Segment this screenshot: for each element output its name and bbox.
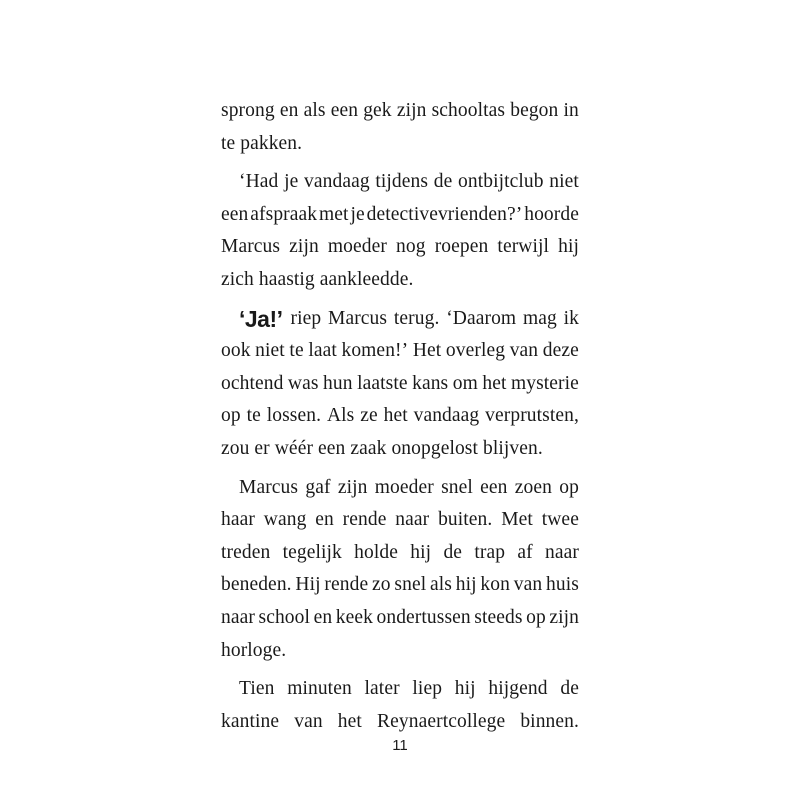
word: mysterie <box>510 372 579 394</box>
text-line <box>221 400 579 433</box>
word: en <box>279 100 299 121</box>
text-line <box>221 706 579 739</box>
word: als <box>303 100 326 121</box>
text-line <box>221 231 579 264</box>
text-line <box>221 472 579 505</box>
word: de <box>560 678 579 700</box>
word: om <box>452 372 478 394</box>
word: nog <box>396 236 426 258</box>
word: laatste <box>357 372 408 394</box>
paragraph <box>221 303 579 466</box>
word: roepen <box>434 236 489 258</box>
word: het <box>337 710 362 732</box>
text-line <box>221 303 579 336</box>
word: hoorde <box>524 203 579 225</box>
word: Het <box>412 340 442 362</box>
word: zo <box>372 574 391 596</box>
word: laat <box>308 340 337 362</box>
text-line <box>221 569 579 602</box>
text-line: zou er wéér een zaak onopgelost blijven. <box>221 437 543 459</box>
word: keek <box>335 606 373 628</box>
word: zijn <box>549 606 579 628</box>
word: terug. <box>393 307 440 329</box>
word: kantine <box>221 710 280 732</box>
word: lossen. <box>266 405 322 427</box>
text-line <box>221 166 579 199</box>
word: te <box>289 340 304 362</box>
word: vandaag <box>413 405 480 427</box>
text-line: horloge. <box>221 639 287 661</box>
paragraph <box>221 673 579 738</box>
word: niet <box>549 171 579 193</box>
word: naar <box>544 541 579 563</box>
text-line <box>221 537 579 570</box>
word: holde <box>354 541 398 563</box>
word: de <box>443 541 463 563</box>
text-line <box>221 673 579 706</box>
text-line <box>221 504 579 537</box>
word: deze <box>542 340 579 362</box>
word: van <box>513 574 543 596</box>
word: ik <box>563 307 579 329</box>
word: met <box>319 203 349 225</box>
word: steeds <box>474 606 523 628</box>
word: ‘Had <box>239 171 279 193</box>
word: op <box>221 405 241 427</box>
word: snel <box>441 476 473 498</box>
word: rende <box>324 574 369 596</box>
word: af <box>517 541 533 563</box>
word: liep <box>412 678 443 700</box>
word: sprong <box>221 100 275 121</box>
word: begon <box>510 100 559 121</box>
word: hij <box>558 236 579 258</box>
word: schooltas <box>431 100 506 121</box>
word: in <box>563 100 579 121</box>
word: twee <box>541 509 579 531</box>
word: en <box>315 509 334 531</box>
word: het <box>482 372 507 394</box>
word: treden <box>221 541 271 563</box>
word: snel <box>394 574 427 596</box>
word: zijn <box>289 236 319 258</box>
word: ‘Daarom <box>446 307 517 329</box>
word: een <box>480 476 508 498</box>
word: gaf <box>305 476 331 498</box>
word: ochtend <box>221 372 284 394</box>
word: minuten <box>287 678 352 700</box>
page-number: 11 <box>392 737 408 754</box>
word: ondertussen <box>376 606 471 628</box>
text-line <box>221 95 579 128</box>
word: overleg <box>445 340 506 362</box>
word: van <box>294 710 323 732</box>
word: op <box>526 606 546 628</box>
word: ze <box>360 405 378 427</box>
word: niet <box>255 340 285 362</box>
word: Tien <box>239 678 275 700</box>
word: later <box>364 678 400 700</box>
word: terwijl <box>497 236 550 258</box>
text-line <box>221 335 579 368</box>
text-fragment <box>291 303 579 336</box>
word: als <box>430 574 452 596</box>
word: hij <box>454 678 476 700</box>
word: zoen <box>514 476 553 498</box>
word: hijgend <box>488 678 548 700</box>
word: Marcus <box>239 476 299 498</box>
word: huis <box>546 574 579 596</box>
word: haar <box>221 509 255 531</box>
text-line <box>221 368 579 401</box>
word: een <box>330 100 359 121</box>
word: verprutsten, <box>485 405 579 427</box>
word: school <box>258 606 311 628</box>
text-line: zich haastig aankleedde. <box>221 268 414 290</box>
word: van <box>509 340 539 362</box>
exclamation: ‘Ja!’ <box>239 305 283 332</box>
paragraph <box>221 95 579 160</box>
word: Marcus <box>328 307 388 329</box>
word: een <box>221 203 249 225</box>
word: Als <box>326 405 355 427</box>
word: hij <box>455 574 477 596</box>
word: was <box>287 372 319 394</box>
word: de <box>433 171 453 193</box>
word: hij <box>410 541 432 563</box>
word: tijdens <box>375 171 429 193</box>
text-line <box>221 602 579 635</box>
word: het <box>383 405 408 427</box>
word: vandaag <box>304 171 370 193</box>
word: trap <box>474 541 506 563</box>
word: Hij <box>295 574 321 596</box>
body-text <box>221 95 579 738</box>
word: gek <box>363 100 392 121</box>
word: kon <box>480 574 510 596</box>
word: beneden. <box>221 574 292 596</box>
word: je <box>284 171 299 193</box>
word: komen!’ <box>341 340 409 362</box>
word: kans <box>412 372 449 394</box>
word: zijn <box>337 476 368 498</box>
word: en <box>313 606 333 628</box>
word: moeder <box>374 476 434 498</box>
word: ook <box>221 340 251 362</box>
word: mag <box>522 307 557 329</box>
word: zijn <box>396 100 427 121</box>
word: binnen. <box>520 710 579 732</box>
word: afspraak <box>250 203 318 225</box>
word: je <box>350 203 365 225</box>
word: Met <box>501 509 533 531</box>
word: wang <box>263 509 307 531</box>
paragraph <box>221 166 579 296</box>
word: rende <box>342 509 387 531</box>
word: ontbijtclub <box>458 171 544 193</box>
word: Marcus <box>221 236 281 258</box>
word: op <box>559 476 579 498</box>
word: detectivevrienden?’ <box>366 203 523 225</box>
word: Reynaertcollege <box>377 710 506 732</box>
word: naar <box>395 509 430 531</box>
text-line <box>221 199 579 232</box>
word: te <box>246 405 261 427</box>
word: naar <box>221 606 255 628</box>
word: riep <box>290 307 322 329</box>
text-line: te pakken. <box>221 132 303 154</box>
word: hun <box>323 372 353 394</box>
word: buiten. <box>438 509 493 531</box>
paragraph <box>221 472 579 668</box>
word: moeder <box>327 236 387 258</box>
word: tegelijk <box>282 541 342 563</box>
